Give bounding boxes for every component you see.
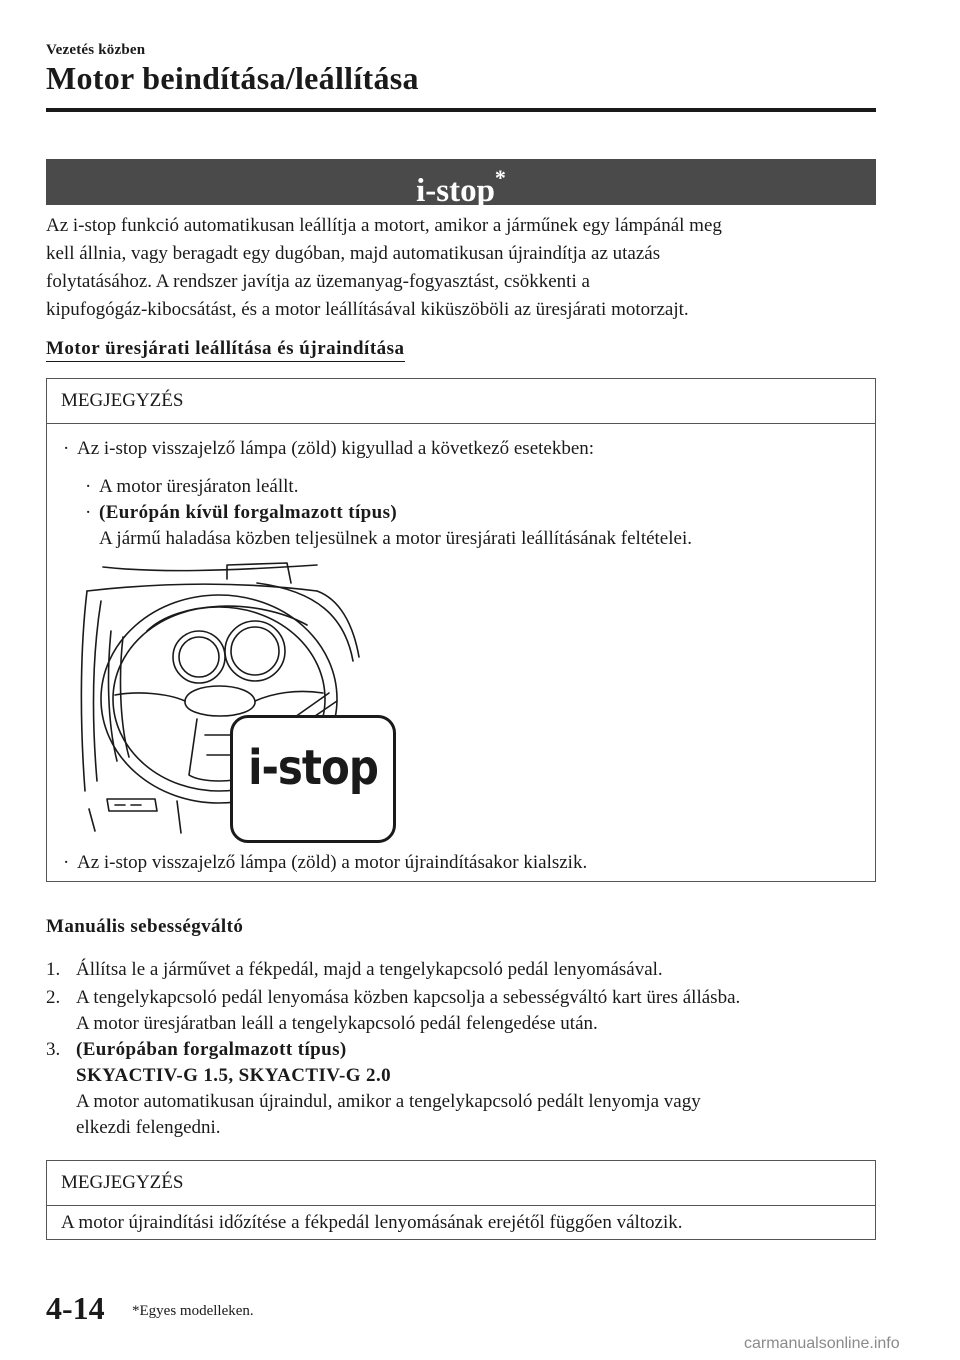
intro-line: kell állnia, vagy beragadt egy dugóban, majd automatikusan újraindítja az utazás — [46, 243, 661, 264]
page-number: 4-14 — [46, 1290, 105, 1326]
bullet-icon: · — [85, 502, 92, 523]
bullet-icon: · — [63, 438, 70, 459]
intro-line: Az i-stop funkció automatikusan leállítja a motort, amikor a járműnek egy lámpánál meg — [46, 215, 722, 236]
step-text: Állítsa le a járművet a fékpedál, majd a tengelykapcsoló pedál lenyomásával. — [76, 959, 663, 980]
manual-heading: Manuális sebességváltó — [46, 916, 244, 937]
chapter-title: Motor beindítása/leállítása — [46, 60, 419, 96]
note-subbullet-bold: (Európán kívül forgalmazott típus) — [99, 502, 398, 523]
step-text: A tengelykapcsoló pedál lenyomása közben kapcsolja a sebességváltó kart üres állásba. — [76, 987, 741, 1008]
note-bullet: Az i-stop visszajelző lámpa (zöld) kigyullad a következő esetekben: — [77, 438, 595, 459]
step-number: 3. — [46, 1039, 61, 1060]
note-subbullet-text: A jármű haladása közben teljesülnek a motor üresjárati leállításának feltételei. — [99, 528, 692, 549]
note-box — [46, 1160, 876, 1240]
note-heading: MEGJEGYZÉS — [47, 1161, 875, 1206]
footnote: *Egyes modelleken. — [132, 1303, 254, 1319]
note-box — [46, 378, 876, 882]
step-bold: SKYACTIV-G 1.5, SKYACTIV-G 2.0 — [76, 1065, 391, 1086]
bullet-icon: · — [85, 476, 92, 497]
note-bullet: Az i-stop visszajelző lámpa (zöld) a motor újraindításakor kialszik. — [77, 852, 588, 873]
bullet-icon: · — [63, 852, 70, 873]
banner-title: i-stop — [416, 173, 495, 209]
note-text: A motor újraindítási időzítése a fékpedál lenyomásának erejétől függően változik. — [61, 1212, 683, 1233]
istop-indicator-label: i-stop — [248, 739, 378, 796]
note-heading: MEGJEGYZÉS — [47, 379, 875, 424]
step-text: elkezdi felengedni. — [76, 1117, 221, 1138]
intro-paragraph — [46, 212, 876, 324]
step-number: 1. — [46, 959, 61, 980]
section-banner — [46, 159, 876, 209]
step-bold: (Európában forgalmazott típus) — [76, 1039, 347, 1060]
step-number: 2. — [46, 987, 61, 1008]
step-text: A motor automatikusan újraindul, amikor a tengelykapcsoló pedált lenyomja vagy — [76, 1091, 701, 1112]
step-text: A motor üresjáratban leáll a tengelykapcsoló pedál felengedése után. — [76, 1013, 598, 1034]
note-subbullet: A motor üresjáraton leállt. — [99, 476, 299, 497]
intro-line: folytatásához. A rendszer javítja az üzemanyag-fogyasztást, csökkenti a — [46, 271, 590, 292]
watermark: carmanualsonline.info — [744, 1335, 900, 1352]
subheading: Motor üresjárati leállítása és újraindítása — [46, 338, 405, 362]
intro-line: kipufogógáz-kibocsátást, és a motor leállításával kiküszöböli az üresjárati motorzajt. — [46, 299, 689, 320]
banner-asterisk: * — [494, 165, 506, 190]
section-label: Vezetés közben — [46, 42, 146, 58]
header-rule — [46, 108, 876, 112]
